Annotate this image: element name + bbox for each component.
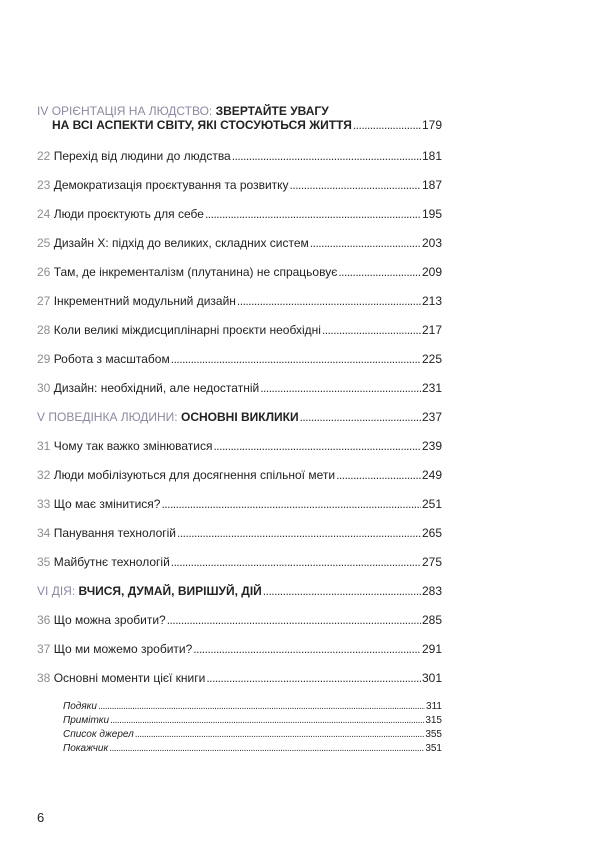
page-number: 179 bbox=[421, 118, 442, 132]
chapter-title: Що можна зробити? bbox=[53, 613, 166, 627]
chapter-title: Основні моменти цієї книги bbox=[53, 671, 206, 685]
toc-chapter-entry bbox=[37, 497, 442, 511]
page-number: 315 bbox=[425, 715, 442, 726]
chapter-number: 34 bbox=[37, 526, 51, 540]
chapter-number: 24 bbox=[37, 207, 51, 221]
page-number: 251 bbox=[421, 497, 442, 511]
leader-dots bbox=[336, 468, 421, 482]
back-matter-title: Список джерел bbox=[63, 729, 134, 740]
part-heading-light: ПОВЕДІНКА ЛЮДИНИ: bbox=[48, 410, 178, 424]
back-matter-title: Примітки bbox=[63, 715, 110, 726]
chapter-number: 35 bbox=[37, 555, 51, 569]
part-heading-line-2 bbox=[37, 118, 442, 132]
page-number: 213 bbox=[421, 294, 442, 308]
page-number: 283 bbox=[421, 584, 442, 598]
toc-back-matter-entry bbox=[63, 742, 442, 756]
chapter-list bbox=[37, 149, 442, 395]
page-number: 311 bbox=[426, 701, 442, 712]
part-heading-light: ОРІЄНТАЦІЯ НА ЛЮДСТВО: bbox=[51, 104, 213, 118]
chapter-title: Люди проєктують для себе bbox=[53, 207, 204, 221]
part-number: V bbox=[37, 410, 46, 424]
chapter-number: 25 bbox=[37, 236, 51, 250]
leader-dots bbox=[167, 613, 421, 627]
page-number: 203 bbox=[421, 236, 442, 250]
page-number: 265 bbox=[421, 526, 442, 540]
page-number: 301 bbox=[421, 671, 442, 685]
toc-back-matter-entry bbox=[63, 728, 442, 742]
page-number: 181 bbox=[421, 149, 442, 163]
part-heading-bold: ОСНОВНІ ВИКЛИКИ bbox=[180, 410, 299, 424]
chapter-number: 22 bbox=[37, 149, 51, 163]
part-heading-bold: НА ВСІ АСПЕКТИ СВІТУ, ЯКІ СТОСУЮТЬСЯ ЖИТТЯ bbox=[52, 118, 352, 132]
leader-dots bbox=[193, 642, 421, 656]
page-number: 291 bbox=[421, 642, 442, 656]
toc-chapter-entry bbox=[37, 236, 442, 250]
page-number: 249 bbox=[421, 468, 442, 482]
chapter-number: 29 bbox=[37, 352, 51, 366]
toc-chapter-entry bbox=[37, 265, 442, 279]
part-heading-bold: ЗВЕРТАЙТЕ УВАГУ bbox=[215, 104, 329, 118]
chapter-number: 28 bbox=[37, 323, 51, 337]
toc-chapter-entry bbox=[37, 671, 442, 685]
toc-chapter-entry bbox=[37, 439, 442, 453]
page-number: 225 bbox=[421, 352, 442, 366]
back-matter-title: Подяки bbox=[63, 701, 97, 712]
toc-chapter-entry bbox=[37, 642, 442, 656]
leader-dots bbox=[300, 410, 421, 424]
chapter-number: 31 bbox=[37, 439, 51, 453]
chapter-title: Що ми можемо зробити? bbox=[53, 642, 193, 656]
chapter-title: Демократизація проєктування та розвитку bbox=[53, 178, 289, 192]
chapter-title: Коли великі міждисциплінарні проєкти необхідні bbox=[53, 323, 321, 337]
chapter-number: 23 bbox=[37, 178, 51, 192]
leader-dots bbox=[260, 381, 421, 395]
leader-dots bbox=[109, 742, 424, 756]
chapter-number: 33 bbox=[37, 497, 51, 511]
table-of-contents bbox=[37, 104, 442, 756]
leader-dots bbox=[213, 439, 421, 453]
page-number: 239 bbox=[421, 439, 442, 453]
leader-dots bbox=[110, 714, 424, 728]
leader-dots bbox=[206, 671, 421, 685]
leader-dots bbox=[310, 236, 421, 250]
part-number: VI bbox=[37, 584, 49, 598]
toc-chapter-entry bbox=[37, 381, 442, 395]
chapter-number: 37 bbox=[37, 642, 51, 656]
chapter-title: Панування технологій bbox=[53, 526, 176, 540]
leader-dots bbox=[237, 294, 421, 308]
chapter-number: 36 bbox=[37, 613, 51, 627]
page-number: 351 bbox=[425, 743, 442, 754]
toc-chapter-entry bbox=[37, 294, 442, 308]
part-number: IV bbox=[37, 104, 49, 118]
page-number: 237 bbox=[421, 410, 442, 424]
chapter-title: Чому так важко змінюватися bbox=[53, 439, 213, 453]
toc-chapter-entry bbox=[37, 352, 442, 366]
chapter-title: Дизайн Х: підхід до великих, складних систем bbox=[53, 236, 309, 250]
page-number: 195 bbox=[421, 207, 442, 221]
chapter-title: Що має змінитися? bbox=[53, 497, 161, 511]
toc-chapter-entry bbox=[37, 526, 442, 540]
leader-dots bbox=[135, 728, 425, 742]
leader-dots bbox=[353, 118, 421, 132]
page-number: 231 bbox=[421, 381, 442, 395]
toc-chapter-entry bbox=[37, 149, 442, 163]
toc-part-5 bbox=[37, 410, 442, 424]
leader-dots bbox=[205, 207, 421, 221]
chapter-title: Інкрементний модульний дизайн bbox=[53, 294, 236, 308]
chapter-title: Дизайн: необхідний, але недостатній bbox=[53, 381, 260, 395]
chapter-title: Робота з масштабом bbox=[53, 352, 170, 366]
part-heading-light: ДІЯ: bbox=[51, 584, 76, 598]
chapter-number: 27 bbox=[37, 294, 51, 308]
leader-dots bbox=[322, 323, 421, 337]
leader-dots bbox=[177, 526, 421, 540]
chapter-list bbox=[37, 613, 442, 685]
page-number: 187 bbox=[421, 178, 442, 192]
chapter-list bbox=[37, 439, 442, 569]
chapter-number: 30 bbox=[37, 381, 51, 395]
chapter-title: Там, де інкременталізм (плутанина) не спрацьовує bbox=[53, 265, 338, 279]
toc-back-matter-entry bbox=[63, 714, 442, 728]
toc-part-4 bbox=[37, 104, 442, 132]
chapter-number: 32 bbox=[37, 468, 51, 482]
chapter-number: 38 bbox=[37, 671, 51, 685]
back-matter-list bbox=[37, 700, 442, 756]
toc-chapter-entry bbox=[37, 613, 442, 627]
page-number: 275 bbox=[421, 555, 442, 569]
toc-part-6 bbox=[37, 584, 442, 598]
toc-chapter-entry bbox=[37, 178, 442, 192]
leader-dots bbox=[171, 352, 421, 366]
toc-chapter-entry bbox=[37, 207, 442, 221]
page-folio: 6 bbox=[37, 810, 45, 825]
leader-dots bbox=[161, 497, 421, 511]
chapter-title: Майбутнє технологій bbox=[53, 555, 170, 569]
toc-chapter-entry bbox=[37, 555, 442, 569]
page-number: 355 bbox=[425, 729, 442, 740]
part-heading-bold: ВЧИСЯ, ДУМАЙ, ВИРІШУЙ, ДІЙ bbox=[78, 584, 262, 598]
leader-dots bbox=[232, 149, 421, 163]
chapter-title: Перехід від людини до людства bbox=[53, 149, 231, 163]
chapter-title: Люди мобілізуються для досягнення спільної мети bbox=[53, 468, 336, 482]
back-matter-title: Покажчик bbox=[63, 743, 109, 754]
toc-chapter-entry bbox=[37, 323, 442, 337]
leader-dots bbox=[171, 555, 421, 569]
page-number: 209 bbox=[421, 265, 442, 279]
leader-dots bbox=[338, 265, 421, 279]
leader-dots bbox=[263, 584, 421, 598]
toc-chapter-entry bbox=[37, 468, 442, 482]
page-number: 217 bbox=[421, 323, 442, 337]
page-number: 285 bbox=[421, 613, 442, 627]
leader-dots bbox=[290, 178, 421, 192]
chapter-number: 26 bbox=[37, 265, 51, 279]
leader-dots bbox=[98, 700, 425, 714]
toc-back-matter-entry bbox=[63, 700, 442, 714]
